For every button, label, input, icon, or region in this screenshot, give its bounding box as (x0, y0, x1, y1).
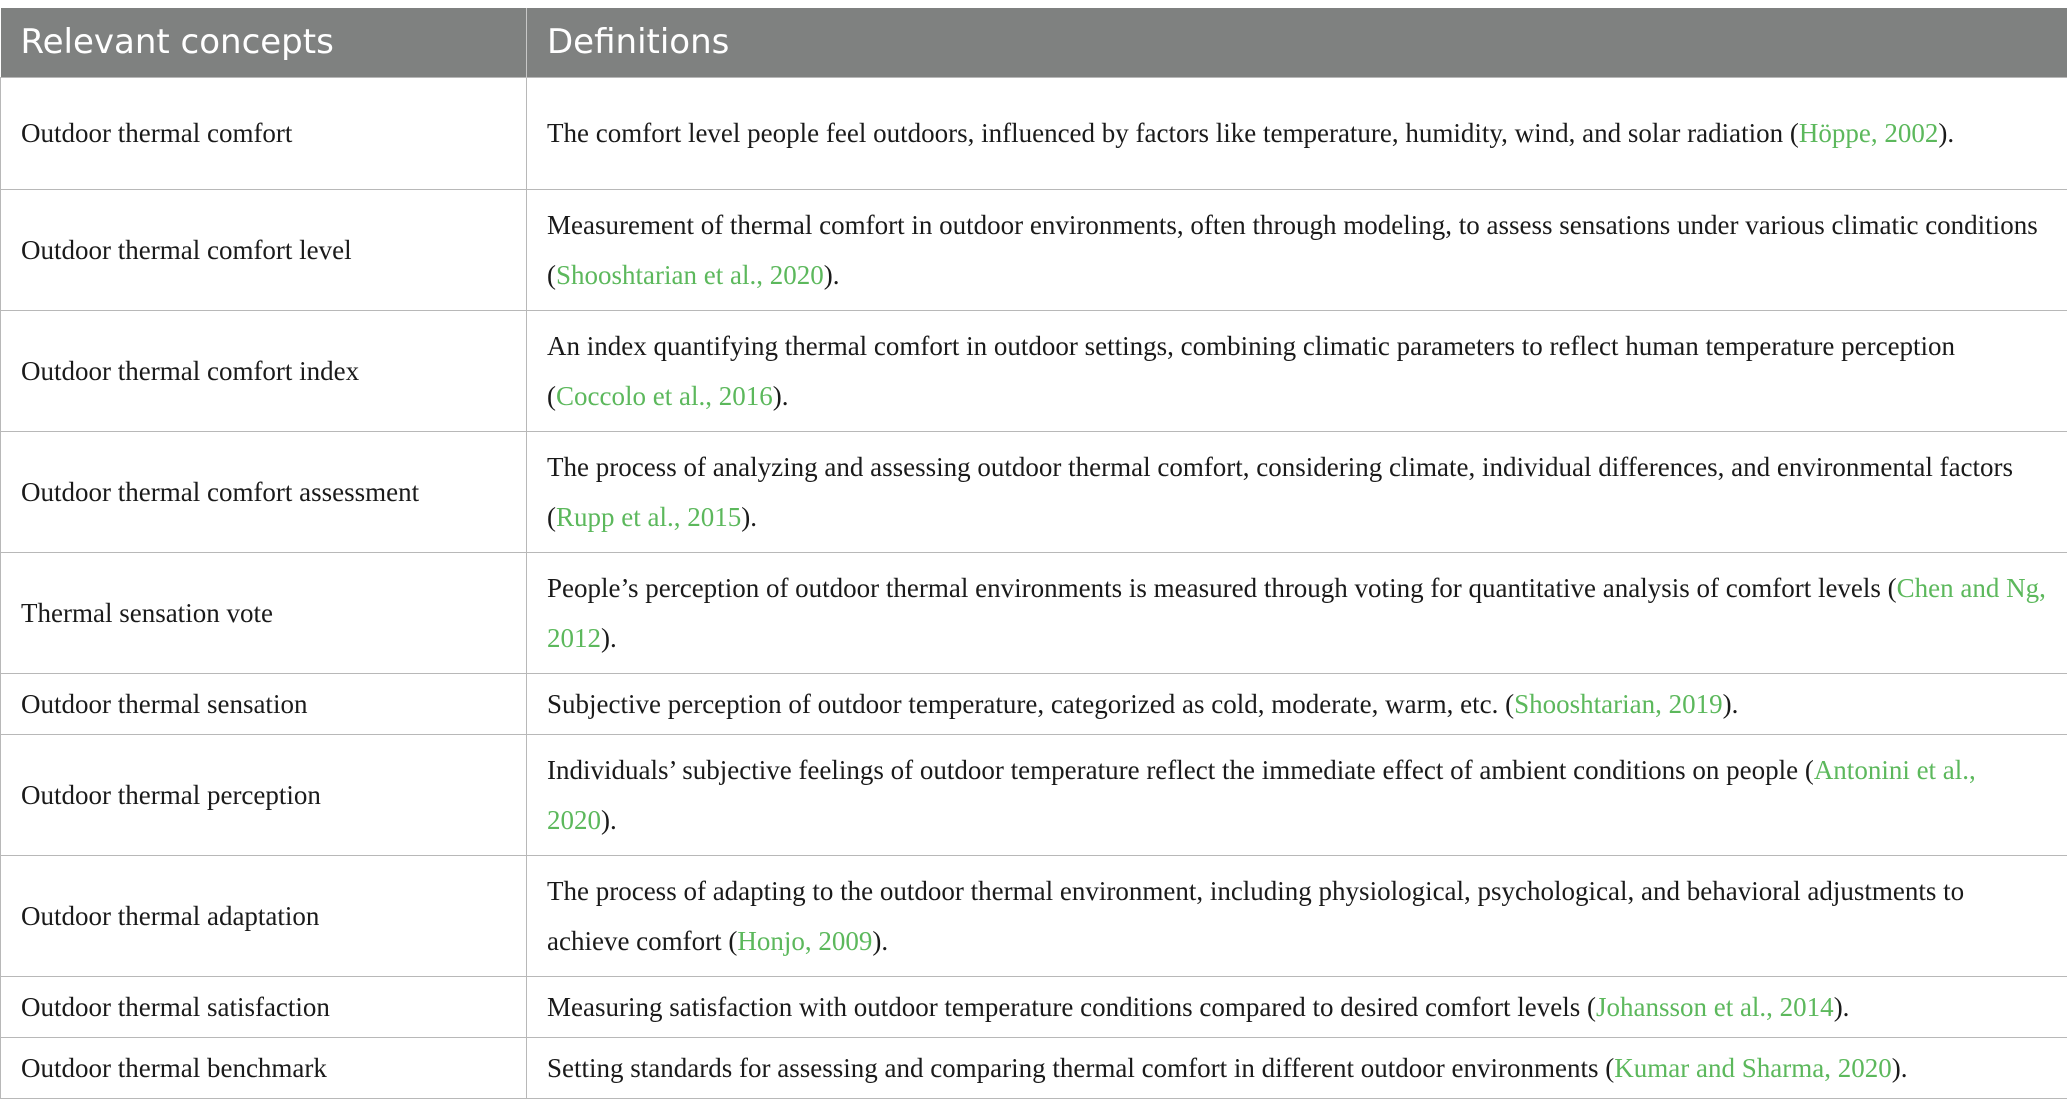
citation-link[interactable]: Höppe, 2002 (1799, 118, 1938, 148)
definition-tail: ). (1834, 992, 1850, 1022)
table-row (1, 77, 2067, 189)
definition-cell (527, 673, 2067, 734)
definition-tail: ). (601, 623, 617, 653)
concept-cell: Outdoor thermal adaptation (1, 855, 527, 976)
header-relevant-concepts: Relevant concepts (1, 8, 527, 77)
table-header-row (1, 8, 2067, 77)
definition-text: The comfort level people feel outdoors, influenced by factors like temperature, humidity, wind, and solar radiation ( (547, 118, 1799, 148)
definition-tail: ). (824, 260, 840, 290)
concept-cell: Outdoor thermal comfort (1, 77, 527, 189)
citation-link[interactable]: Shooshtarian et al., 2020 (556, 260, 824, 290)
definition-tail: ). (1938, 118, 1954, 148)
definition-text: Setting standards for assessing and comparing thermal comfort in different outdoor environments ( (547, 1053, 1614, 1083)
concept-cell: Outdoor thermal comfort index (1, 310, 527, 431)
definition-text: Measuring satisfaction with outdoor temperature conditions compared to desired comfort levels ( (547, 992, 1596, 1022)
definition-tail: ). (1892, 1053, 1908, 1083)
definition-text: Measurement of thermal comfort in outdoor environments, often through modeling, to assess sensations under various climatic conditions ( (547, 210, 2038, 290)
concept-cell: Outdoor thermal satisfaction (1, 976, 527, 1037)
definition-cell (527, 976, 2067, 1037)
definition-cell (527, 1037, 2067, 1098)
definition-text: An index quantifying thermal comfort in outdoor settings, combining climatic parameters to reflect human temperature perception ( (547, 331, 1955, 411)
concept-cell: Outdoor thermal comfort assessment (1, 431, 527, 552)
table-row (1, 673, 2067, 734)
citation-link[interactable]: Chen and Ng, 2012 (547, 573, 2046, 653)
definition-cell (527, 734, 2067, 855)
table-row (1, 310, 2067, 431)
table-row (1, 431, 2067, 552)
definition-cell (527, 552, 2067, 673)
definition-tail: ). (872, 926, 888, 956)
concept-cell: Outdoor thermal comfort level (1, 189, 527, 310)
citation-link[interactable]: Rupp et al., 2015 (556, 502, 741, 532)
definition-tail: ). (1723, 689, 1739, 719)
definition-cell (527, 189, 2067, 310)
table-row (1, 552, 2067, 673)
citation-link[interactable]: Honjo, 2009 (737, 926, 872, 956)
definition-cell (527, 431, 2067, 552)
definition-text: The process of adapting to the outdoor thermal environment, including physiological, psychological, and behavioral adjustments to achieve comfort ( (547, 876, 1964, 956)
citation-link[interactable]: Antonini et al., 2020 (547, 755, 1976, 835)
definition-tail: ). (741, 502, 757, 532)
concept-cell: Outdoor thermal perception (1, 734, 527, 855)
concept-cell: Outdoor thermal benchmark (1, 1037, 527, 1098)
citation-link[interactable]: Shooshtarian, 2019 (1514, 689, 1723, 719)
definition-text: Subjective perception of outdoor temperature, categorized as cold, moderate, warm, etc. ( (547, 689, 1514, 719)
definition-cell (527, 310, 2067, 431)
citation-link[interactable]: Coccolo et al., 2016 (556, 381, 773, 411)
definition-cell (527, 77, 2067, 189)
table-row (1, 855, 2067, 976)
table-row (1, 189, 2067, 310)
header-definitions: Definitions (527, 8, 2067, 77)
concept-cell: Thermal sensation vote (1, 552, 527, 673)
definition-tail: ). (773, 381, 789, 411)
citation-link[interactable]: Johansson et al., 2014 (1596, 992, 1834, 1022)
definition-text: People’s perception of outdoor thermal environments is measured through voting for quantitative analysis of comfort levels ( (547, 573, 1897, 603)
definition-cell (527, 855, 2067, 976)
definitions-table (0, 8, 2067, 1099)
table-row (1, 976, 2067, 1037)
definition-text: Individuals’ subjective feelings of outdoor temperature reflect the immediate effect of ambient conditions on people ( (547, 755, 1814, 785)
table-row (1, 1037, 2067, 1098)
concept-cell: Outdoor thermal sensation (1, 673, 527, 734)
definition-tail: ). (601, 805, 617, 835)
definition-text: The process of analyzing and assessing outdoor thermal comfort, considering climate, individual differences, and environmental factors ( (547, 452, 2013, 532)
table-row (1, 734, 2067, 855)
citation-link[interactable]: Kumar and Sharma, 2020 (1614, 1053, 1891, 1083)
